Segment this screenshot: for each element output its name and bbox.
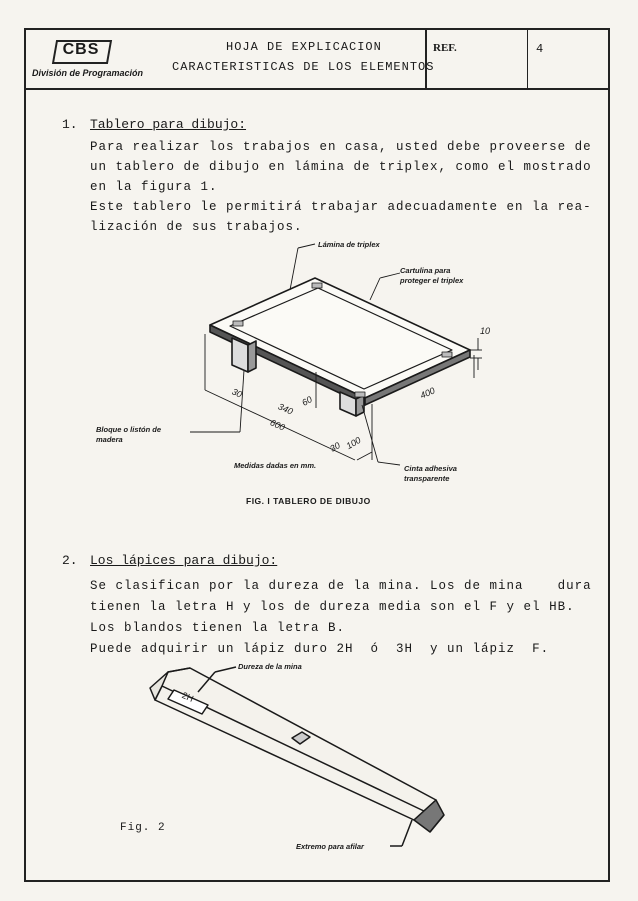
dim-label: 10: [480, 326, 491, 336]
sheet-title: HOJA DE EXPLICACION: [226, 40, 382, 54]
section-title: Los lápices para dibujo:: [90, 553, 278, 568]
paragraph-line: lización de sus trabajos.: [90, 220, 303, 234]
label-dureza: Dureza de la mina: [238, 662, 302, 671]
paragraph-line: Para realizar los trabajos en casa, usted debe proveerse de: [90, 140, 592, 154]
paragraph-line: tienen la letra H y los de dureza media son el F y el HB.: [90, 600, 575, 614]
paragraph-line: Se clasifican por la dureza de la mina. Los de mina dura: [90, 579, 592, 593]
paragraph-line: Los blandos tienen la letra B.: [90, 621, 346, 635]
label-lamina: Lámina de triplex: [318, 240, 380, 249]
label-cinta: Cinta adhesiva: [404, 464, 457, 473]
paragraph-line: un tablero de dibujo en lámina de triplex, como el mostrado: [90, 160, 592, 174]
label-cartulina: proteger el triplex: [400, 276, 464, 285]
sheet-subtitle: CARACTERISTICAS DE LOS ELEMENTOS: [172, 60, 435, 74]
paragraph-line: en la figura 1.: [90, 180, 218, 194]
dim-label: 60: [300, 394, 314, 408]
section-number: 2.: [62, 553, 78, 568]
dim-label: 340: [276, 401, 295, 417]
dim-label: 100: [344, 434, 363, 452]
paragraph-line: Puede adquirir un lápiz duro 2H ó 3H y un lápiz F.: [90, 642, 550, 656]
dim-label: 600: [268, 417, 287, 433]
figure-caption: Fig. 2: [120, 822, 166, 834]
logo: CBS: [62, 41, 100, 58]
figure-caption: FIG. I TABLERO DE DIBUJO: [246, 496, 371, 506]
label-bloque: Bloque o listón de: [96, 425, 161, 434]
label-extremo: Extremo para afilar: [296, 842, 364, 851]
label-bloque: madera: [96, 435, 123, 444]
ref-label: REF.: [433, 42, 457, 54]
dim-label: 30: [230, 386, 244, 400]
dim-label: 30: [328, 440, 342, 454]
section-number: 1.: [62, 117, 78, 132]
paragraph-line: Este tablero le permitirá trabajar adecuadamente en la rea-: [90, 200, 592, 214]
section-title: Tablero para dibujo:: [90, 117, 247, 132]
label-cinta: transparente: [404, 474, 450, 483]
page-number: 4: [536, 42, 544, 56]
label-medidas: Medidas dadas en mm.: [234, 461, 317, 470]
division-label: División de Programación: [32, 68, 144, 78]
label-cartulina: Cartulina para: [400, 266, 451, 275]
pencil-hardness-mark: 2H: [180, 690, 196, 704]
dim-label: 400: [418, 385, 437, 401]
